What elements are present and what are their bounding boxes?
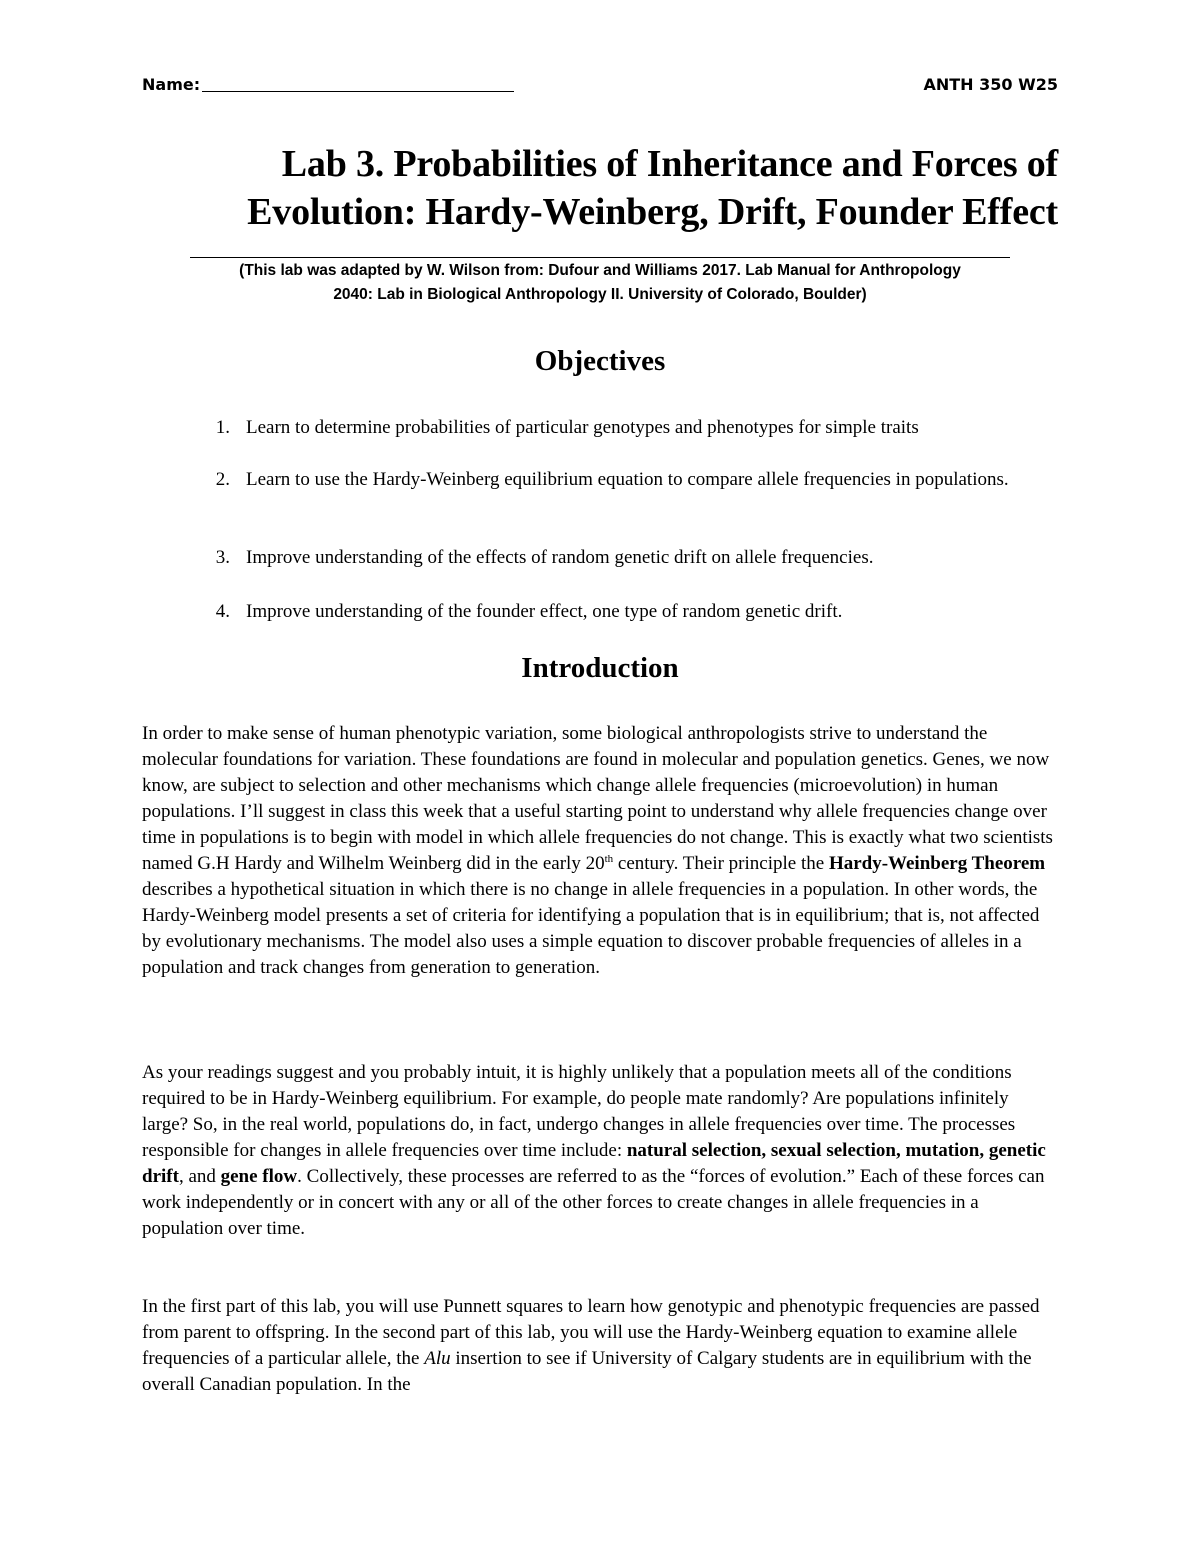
objective-number: 4. <box>215 601 230 622</box>
intro-paragraph-1 <box>142 721 1058 981</box>
p1-text-a: In order to make sense of human phenotypic variation, some biological anthropologists strive to understand the molecular foundations for variation. These foundations are found in molecular and population genetics. Genes, we now know, are subject to selection and other mechanisms which change allele frequencies (microevolution) in human populations. I’ll suggest in class this week that a useful starting point to understand why allele frequencies change over time in populations is to begin with model in which allele frequencies do not change. This is exactly what two scientists named G.H Hardy and Wilhelm Weinberg did in the early 20 <box>142 723 1053 874</box>
p3-text-b: insertion to see if University of Calgary students are in equilibrium with the overall Canadian population. In the <box>142 1348 1032 1395</box>
p2-text-a: As your readings suggest and you probably intuit, it is highly unlikely that a population meets all of the conditions required to be in Hardy-Weinberg equilibrium. For example, do people mate randomly? Are populations infinitely large? So, in the real world, populations do, in fact, undergo changes in allele frequencies over time. The processes responsible for changes in allele frequencies over time include: <box>142 1062 1016 1161</box>
p3-italic-alu: Alu <box>424 1348 451 1369</box>
p3-text-a: In the first part of this lab, you will use Punnett squares to learn how genotypic and phenotypic frequencies are passed from parent to offspring. In the second part of this lab, you will use the Hardy-Weinberg equation to examine allele frequencies of a particular allele, the <box>142 1296 1040 1369</box>
objectives-heading: Objectives <box>534 345 666 377</box>
objective-number: 3. <box>215 547 230 568</box>
objective-number: 1. <box>215 417 230 438</box>
objective-text: Improve understanding of the founder effect, one type of random genetic drift. <box>246 601 843 622</box>
introduction-heading: Introduction <box>521 652 679 684</box>
intro-paragraph-2 <box>142 1060 1058 1242</box>
name-field <box>142 72 514 98</box>
course-code: ANTH 350 W25 <box>923 75 1058 94</box>
adaptation-note <box>142 259 1058 307</box>
title-line-2: Evolution: Hardy-Weinberg, Drift, Founder Effect <box>247 191 1058 233</box>
p1-bold-term: Hardy-Weinberg Theorem <box>828 853 1046 874</box>
title-divider <box>190 257 1010 258</box>
objective-item <box>142 467 1058 493</box>
objective-number: 2. <box>215 469 230 490</box>
objective-text: Learn to determine probabilities of particular genotypes and phenotypes for simple traits <box>246 417 919 438</box>
objective-item <box>142 545 1058 571</box>
intro-paragraph-3 <box>142 1294 1058 1398</box>
page-title <box>142 140 1058 236</box>
p2-bold-gene-flow: gene flow <box>220 1166 298 1187</box>
adaptation-line-1: (This lab was adapted by W. Wilson from: Dufour and Williams 2017. Lab Manual for Anthropology <box>239 262 961 279</box>
name-blank-line[interactable] <box>202 73 514 92</box>
objective-item <box>142 599 1058 625</box>
title-line-1: Lab 3. Probabilities of Inheritance and Forces of <box>281 143 1058 185</box>
name-label: Name: <box>142 75 201 94</box>
p2-bold-forces: natural selection, sexual selection, mutation, genetic drift <box>142 1140 1046 1187</box>
objective-item <box>142 415 1058 441</box>
p1-superscript: th <box>604 853 614 865</box>
objective-text: Improve understanding of the effects of random genetic drift on allele frequencies. <box>246 547 874 568</box>
adaptation-line-2: 2040: Lab in Biological Anthropology II. University of Colorado, Boulder) <box>333 286 867 303</box>
p2-text-c: . Collectively, these processes are referred to as the “forces of evolution.” Each of these forces can work independently or in concert with any or all of the other forces to create changes in allele frequencies in a population over time. <box>142 1166 1045 1239</box>
p1-text-c: describes a hypothetical situation in which there is no change in allele frequencies in a population. In other words, the Hardy-Weinberg model presents a set of criteria for identifying a population that is in equilibrium; that is, not affected by evolutionary mechanisms. The model also uses a simple equation to discover probable frequencies of alleles in a population and track changes from generation to generation. <box>142 879 1040 978</box>
objective-text: Learn to use the Hardy-Weinberg equilibrium equation to compare allele frequencies in populations. <box>246 469 1009 490</box>
p1-text-b: century. Their principle the <box>613 853 829 874</box>
p2-text-b: , and <box>178 1166 221 1187</box>
